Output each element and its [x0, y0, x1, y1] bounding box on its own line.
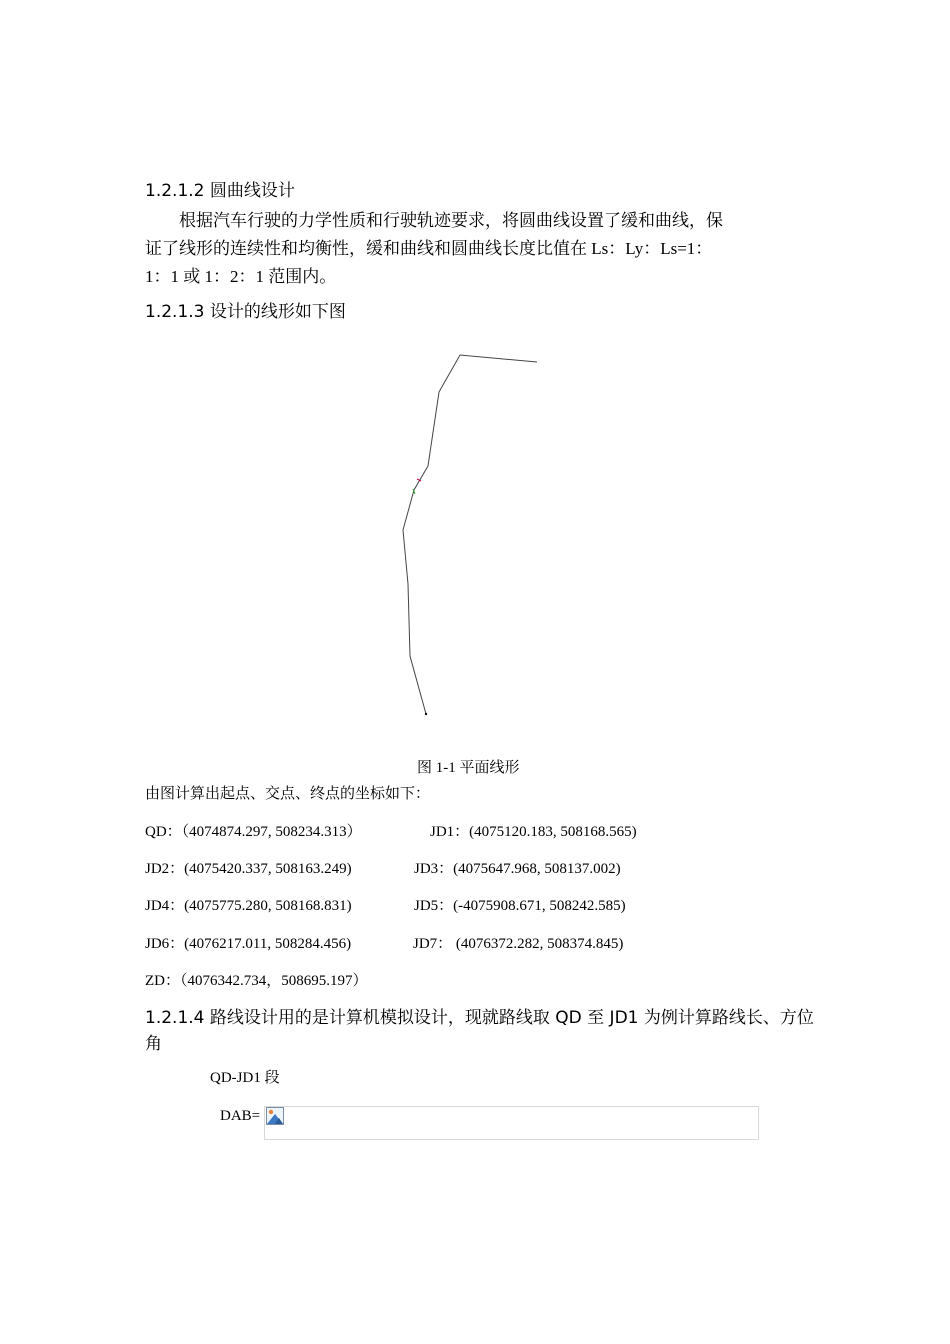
- coord-jd7: JD7： (4076372.282, 508374.845): [413, 936, 624, 952]
- design-paragraph: [145, 207, 805, 291]
- figure-caption: 图 1-1 平面线形: [417, 760, 520, 776]
- coord-zd: ZD：（4076342.734，508695.197）: [145, 973, 368, 989]
- section-heading-1212: 1.2.1.2 圆曲线设计: [145, 181, 295, 201]
- paragraph-line: 根据汽车行驶的力学性质和行驶轨迹要求，将圆曲线设置了缓和曲线，保: [179, 211, 723, 230]
- coordinates-intro: 由图计算出起点、交点、终点的坐标如下：: [145, 786, 431, 802]
- coord-jd2: JD2：(4075420.337, 508163.249): [145, 861, 352, 877]
- coord-jd1: JD1：(4075120.183, 508168.565): [430, 824, 637, 840]
- segment-label: QD-JD1 段: [210, 1070, 280, 1086]
- coord-qd: QD：（4074874.297, 508234.313）: [145, 824, 362, 840]
- alignment-line: [403, 355, 537, 714]
- section-heading-1213: 1.2.1.3 设计的线形如下图: [145, 302, 346, 322]
- formula-image-placeholder: [264, 1106, 759, 1140]
- section-heading-1214: 1.2.1.4 路线设计用的是计算机模拟设计，现就路线取 QD 至 JD1 为例计算路线长、方位角: [145, 1008, 814, 1054]
- coord-jd5: JD5：(-4075908.671, 508242.585): [414, 898, 626, 914]
- paragraph-line: 证了线形的连续性和均衡性，缓和曲线和圆曲线长度比值在 Ls：Ly：Ls=1：: [145, 239, 713, 258]
- start-point: [425, 713, 427, 715]
- paragraph-line: 1：1 或 1：2：1 范围内。: [145, 267, 337, 286]
- broken-image-icon: [266, 1107, 284, 1125]
- coord-jd6: JD6：(4076217.011, 508284.456): [145, 936, 352, 952]
- coord-jd3: JD3：(4075647.968, 508137.002): [414, 861, 621, 877]
- coord-jd4: JD4：(4075775.280, 508168.831): [145, 898, 352, 914]
- plan-alignment-figure: [380, 340, 560, 725]
- dab-label: DAB=: [220, 1108, 261, 1124]
